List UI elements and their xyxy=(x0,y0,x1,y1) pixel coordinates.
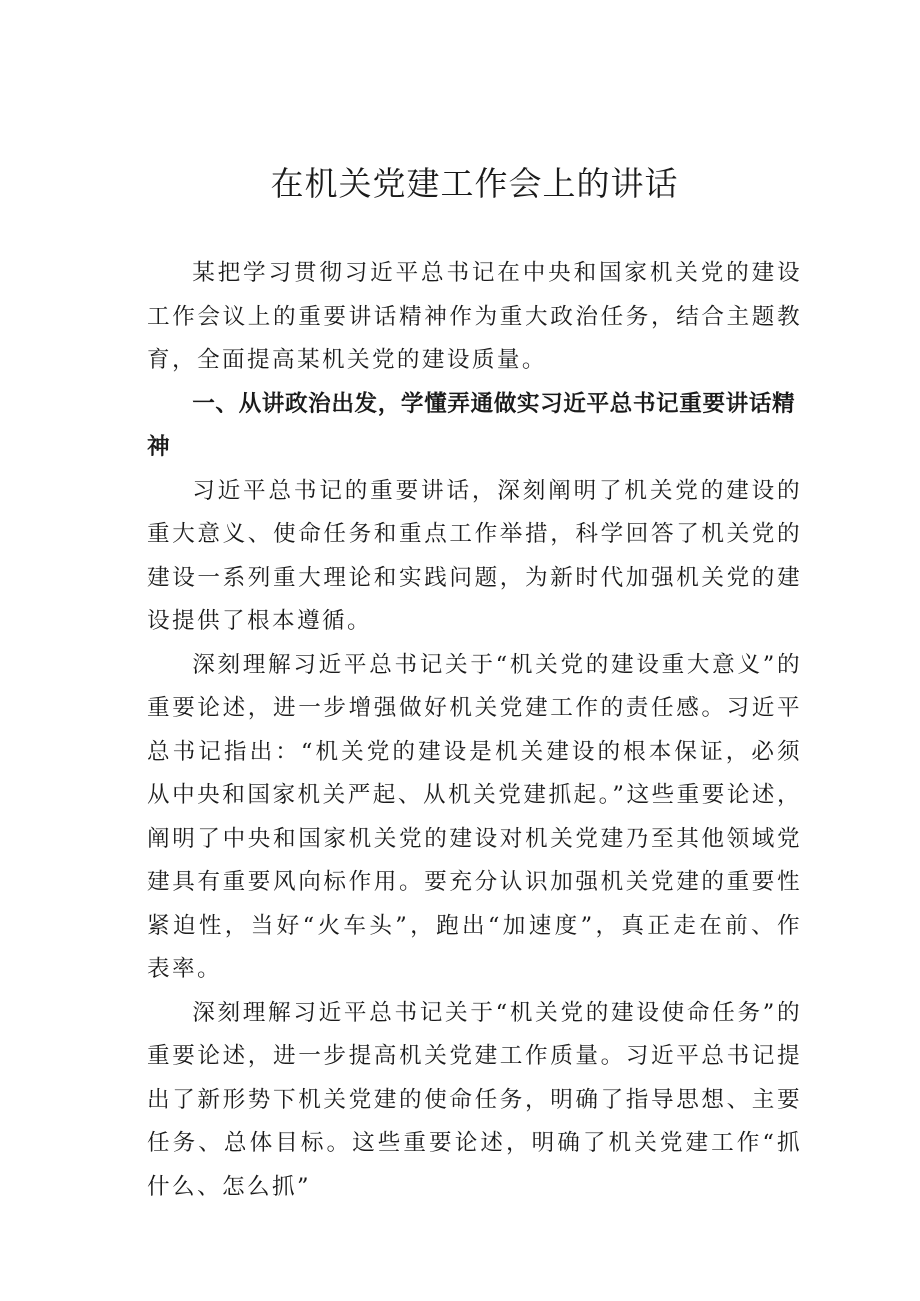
document-body xyxy=(147,252,802,1209)
body-paragraph: 深刻理解习近平总书记关于“机关党的建设重大意义”的重要论述，进一步增强做好机关党建工作的责任感。习近平总书记指出：“机关党的建设是机关建设的根本保证，必须从中央和国家机关严起、从机关党建抓起。”这些重要论述，阐明了中央和国家机关党的建设对机关党建乃至其他领域党建具有重要风向标作用。要充分认识加强机关党建的重要性紧迫性，当好“火车头”，跑出“加速度”，真正走在前、作表率。 xyxy=(147,651,802,982)
intro-paragraph: 某把学习贯彻习近平总书记在中央和国家机关党的建设工作会议上的重要讲话精神作为重大政治任务，结合主题教育，全面提高某机关党的建设质量。 xyxy=(147,260,802,373)
section-heading-1: 一、从讲政治出发，学懂弄通做实习近平总书记重要讲话精神 xyxy=(147,390,796,460)
body-paragraph: 深刻理解习近平总书记关于“机关党的建设使命任务”的重要论述，进一步提高机关党建工作质量。习近平总书记提出了新形势下机关党建的使命任务，明确了指导思想、主要任务、总体目标。这些重要论述，明确了机关党建工作“抓什么、怎么抓” xyxy=(147,999,802,1200)
body-paragraph: 习近平总书记的重要讲话，深刻阐明了机关党的建设的重大意义、使命任务和重点工作举措，科学回答了机关党的建设一系列重大理论和实践问题，为新时代加强机关党的建设提供了根本遵循。 xyxy=(147,477,802,634)
document-title: 在机关党建工作会上的讲话 xyxy=(270,164,679,203)
